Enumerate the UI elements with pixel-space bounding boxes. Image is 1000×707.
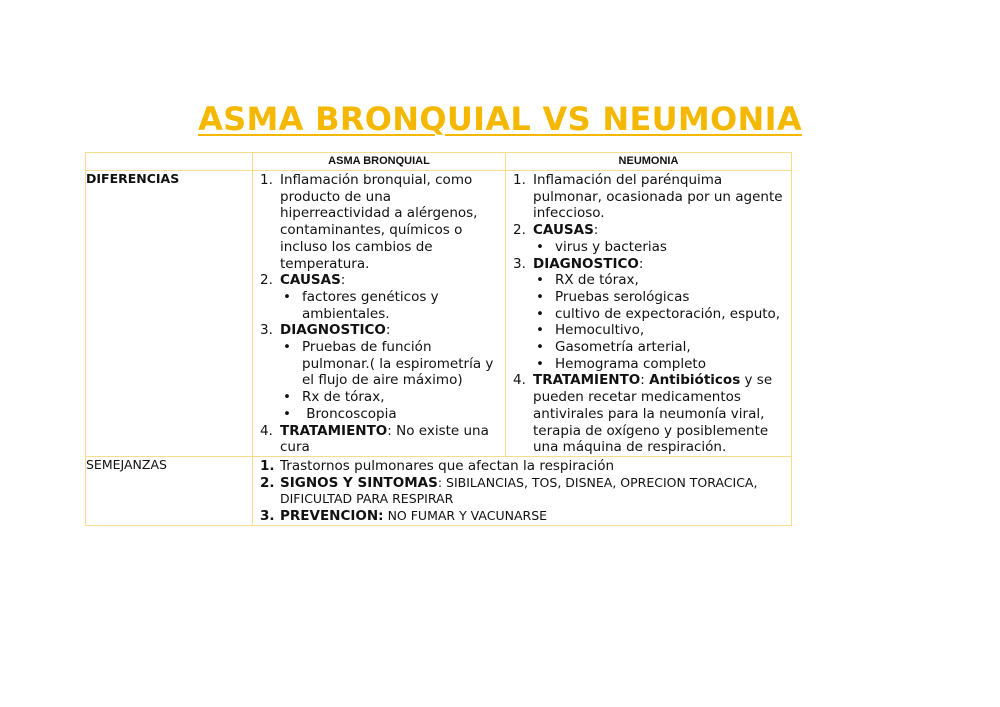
list-item: 4. TRATAMIENTO: No existe una cura <box>260 422 489 456</box>
list-item: 3. DIAGNOSTICO: <box>513 255 644 272</box>
cell-semejanzas <box>253 456 792 525</box>
bullet-item: • cultivo de expectoración, esputo, <box>536 305 781 322</box>
document-title: ASMA BRONQUIAL VS NEUMONIA <box>198 100 802 138</box>
bullet-item: • virus y bacterias <box>536 238 667 255</box>
cell-neumonia <box>506 171 792 457</box>
bullet-item: • RX de tórax, <box>536 272 639 289</box>
bullet-item: • Pruebas serológicas <box>536 288 690 305</box>
bullet-item: • Hemocultivo, <box>536 322 645 339</box>
bullet-item: • factores genéticos y ambientales. <box>283 288 439 322</box>
list-item: 2. CAUSAS: <box>260 272 346 289</box>
header-row <box>86 153 792 171</box>
list-item: 4. TRATAMIENTO: Antibióticos y se pueden recetar medicamentos antivirales para la neumonía viral, terapia de oxígeno y posiblemente una máquina de respiración. <box>513 372 777 456</box>
bullet-item: • Gasometría arterial, <box>536 339 691 356</box>
row-label-semejanzas: SEMEJANZAS <box>86 456 253 525</box>
header-neumonia: NEUMONIA <box>506 153 792 171</box>
list-item: 3. DIAGNOSTICO: <box>260 322 391 339</box>
row-label-diferencias: DIFERENCIAS <box>86 171 253 457</box>
row-semejanzas <box>86 456 792 525</box>
bullet-item: • Hemograma completo <box>536 355 706 372</box>
list-item: 1. Trastornos pulmonares que afectan la respiración <box>260 457 615 474</box>
comparison-table <box>85 152 792 526</box>
bullet-item: • Broncoscopia <box>283 405 397 422</box>
bullet-item: • Rx de tórax, <box>283 389 385 406</box>
cell-asma <box>253 171 506 457</box>
bullet-item: • Pruebas de función pulmonar.( la espirometría y el flujo de aire máximo) <box>283 339 494 389</box>
list-item: 2. CAUSAS: <box>513 222 599 239</box>
list-item: 3. PREVENCION: NO FUMAR Y VACUNARSE <box>260 508 548 525</box>
list-item: 1. Inflamación bronquial, como producto de una hiperreactividad a alérgenos, contaminantes, químicos o incluso los cambios de temperatura. <box>260 172 478 272</box>
list-item: 1. Inflamación del parénquima pulmonar, ocasionada por un agente infeccioso. <box>513 172 783 222</box>
row-diferencias <box>86 171 792 457</box>
header-empty <box>86 153 253 171</box>
list-item: 2. SIGNOS Y SINTOMAS: SIBILANCIAS, TOS, DISNEA, OPRECION TORACICA, DIFICULTAD PARA RESPIRAR <box>260 474 758 507</box>
header-asma: ASMA BRONQUIAL <box>253 153 506 171</box>
